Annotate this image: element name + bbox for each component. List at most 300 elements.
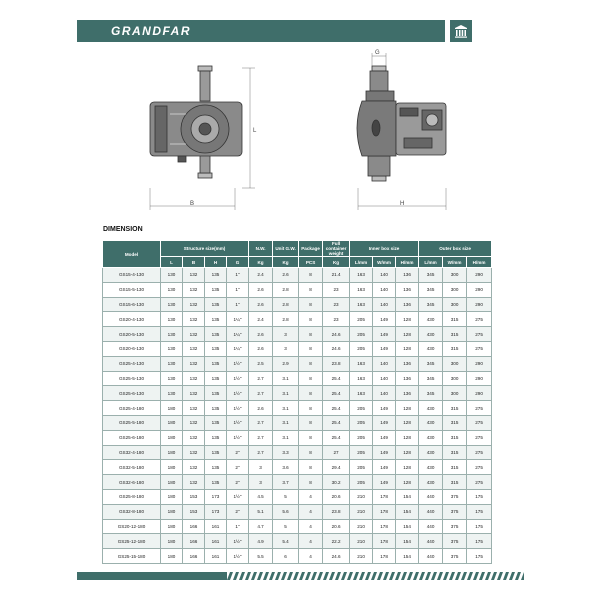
value-cell: 140 (373, 371, 396, 386)
footer-stripe (485, 572, 491, 580)
footer-stripe (239, 572, 245, 580)
value-cell: 128 (396, 445, 419, 460)
value-cell: 149 (373, 430, 396, 445)
value-cell: 136 (396, 356, 419, 371)
value-cell: 315 (443, 312, 467, 327)
value-cell: 4.5 (249, 489, 273, 504)
footer-stripe (413, 572, 419, 580)
value-cell: 275 (467, 430, 492, 445)
value-cell: 1" (227, 282, 249, 297)
value-cell: 20.6 (323, 519, 350, 534)
footer-stripe (383, 572, 389, 580)
value-cell: 132 (183, 415, 205, 430)
value-cell: 315 (443, 430, 467, 445)
value-cell: 8 (299, 415, 323, 430)
value-cell: 3.1 (273, 415, 299, 430)
value-cell: 315 (443, 445, 467, 460)
model-cell: GS25-15-180 (103, 549, 161, 564)
value-cell: 180 (161, 534, 183, 549)
value-cell: 135 (205, 475, 227, 490)
sub-header-cell: PCS (299, 257, 323, 268)
value-cell: 2" (227, 460, 249, 475)
value-cell: 3.6 (273, 460, 299, 475)
value-cell: 2.7 (249, 415, 273, 430)
value-cell: 8 (299, 401, 323, 416)
value-cell: 375 (443, 549, 467, 564)
value-cell: 180 (161, 549, 183, 564)
footer-stripe (467, 572, 473, 580)
value-cell: 24.6 (323, 341, 350, 356)
value-cell: 163 (350, 371, 373, 386)
value-cell: 205 (350, 341, 373, 356)
table-row (103, 386, 492, 401)
value-cell: 161 (205, 549, 227, 564)
value-cell: 128 (396, 415, 419, 430)
value-cell: 149 (373, 415, 396, 430)
value-cell: 130 (161, 312, 183, 327)
value-cell: 8 (299, 460, 323, 475)
value-cell: 132 (183, 356, 205, 371)
footer-stripe (275, 572, 281, 580)
value-cell: 25.4 (323, 415, 350, 430)
value-cell: 130 (161, 356, 183, 371)
footer-stripe (389, 572, 395, 580)
value-cell: 430 (419, 327, 443, 342)
footer-stripe (455, 572, 461, 580)
header-net-weight: N.W. (249, 241, 273, 257)
header-model: Model (103, 241, 161, 268)
dimension-table (102, 240, 492, 564)
value-cell: 8 (299, 297, 323, 312)
value-cell: 20.6 (323, 489, 350, 504)
value-cell: 3 (249, 475, 273, 490)
value-cell: 210 (350, 519, 373, 534)
value-cell: 3.1 (273, 371, 299, 386)
value-cell: 175 (467, 549, 492, 564)
value-cell: 1¼" (227, 312, 249, 327)
model-cell: GS25-4-130 (103, 356, 161, 371)
value-cell: 1" (227, 297, 249, 312)
value-cell: 2.6 (249, 327, 273, 342)
emblem-icon (450, 20, 472, 42)
value-cell: 136 (396, 371, 419, 386)
value-cell: 175 (467, 504, 492, 519)
footer-bar (77, 572, 524, 580)
value-cell: 149 (373, 445, 396, 460)
value-cell: 2.6 (249, 341, 273, 356)
value-cell: 130 (161, 371, 183, 386)
value-cell: 136 (396, 297, 419, 312)
footer-stripe (245, 572, 251, 580)
value-cell: 161 (205, 519, 227, 534)
value-cell: 163 (350, 386, 373, 401)
value-cell: 1¼" (227, 341, 249, 356)
footer-stripe (479, 572, 485, 580)
value-cell: 5.6 (273, 504, 299, 519)
sub-header-cell: B (183, 257, 205, 268)
value-cell: 430 (419, 341, 443, 356)
sub-header-cell: L (161, 257, 183, 268)
value-cell: 1½" (227, 356, 249, 371)
footer-stripe (521, 572, 524, 580)
model-cell: GS25-4-180 (103, 401, 161, 416)
value-cell: 315 (443, 460, 467, 475)
value-cell: 430 (419, 475, 443, 490)
value-cell: 25.4 (323, 386, 350, 401)
value-cell: 29.4 (323, 460, 350, 475)
value-cell: 430 (419, 415, 443, 430)
value-cell: 4.7 (249, 519, 273, 534)
value-cell: 175 (467, 519, 492, 534)
value-cell: 149 (373, 475, 396, 490)
value-cell: 180 (161, 445, 183, 460)
table-row (103, 371, 492, 386)
value-cell: 128 (396, 401, 419, 416)
value-cell: 375 (443, 489, 467, 504)
value-cell: 25.4 (323, 401, 350, 416)
value-cell: 2.8 (273, 282, 299, 297)
value-cell: 130 (161, 386, 183, 401)
value-cell: 2" (227, 445, 249, 460)
value-cell: 128 (396, 312, 419, 327)
sub-header-cell: L/mm (419, 257, 443, 268)
value-cell: 154 (396, 504, 419, 519)
value-cell: 178 (373, 489, 396, 504)
value-cell: 130 (161, 282, 183, 297)
footer-stripe (347, 572, 353, 580)
value-cell: 154 (396, 534, 419, 549)
header-structure-size: Structure size(mm) (161, 241, 249, 257)
footer-stripe (473, 572, 479, 580)
value-cell: 4.9 (249, 534, 273, 549)
value-cell: 135 (205, 297, 227, 312)
table-row (103, 519, 492, 534)
value-cell: 275 (467, 341, 492, 356)
model-cell: GS20-6-130 (103, 341, 161, 356)
value-cell: 8 (299, 430, 323, 445)
value-cell: 154 (396, 489, 419, 504)
table-row (103, 282, 492, 297)
value-cell: 178 (373, 534, 396, 549)
value-cell: 161 (205, 534, 227, 549)
value-cell: 132 (183, 401, 205, 416)
value-cell: 149 (373, 341, 396, 356)
pump-technical-drawings (100, 48, 500, 218)
value-cell: 275 (467, 327, 492, 342)
value-cell: 173 (205, 504, 227, 519)
value-cell: 180 (161, 430, 183, 445)
value-cell: 345 (419, 386, 443, 401)
value-cell: 132 (183, 460, 205, 475)
value-cell: 132 (183, 430, 205, 445)
value-cell: 27 (323, 445, 350, 460)
model-cell: GS32-6-180 (103, 475, 161, 490)
value-cell: 132 (183, 341, 205, 356)
footer-stripe (335, 572, 341, 580)
value-cell: 440 (419, 504, 443, 519)
value-cell: 178 (373, 549, 396, 564)
footer-stripe (317, 572, 323, 580)
value-cell: 290 (467, 356, 492, 371)
value-cell: 2.8 (273, 312, 299, 327)
footer-stripe (299, 572, 305, 580)
sub-header-cell: L/mm (350, 257, 373, 268)
value-cell: 5.5 (249, 549, 273, 564)
value-cell: 8 (299, 445, 323, 460)
value-cell: 205 (350, 475, 373, 490)
value-cell: 132 (183, 268, 205, 283)
brand-logo: GRANDFAR (111, 24, 191, 38)
value-cell: 135 (205, 356, 227, 371)
value-cell: 135 (205, 371, 227, 386)
value-cell: 140 (373, 282, 396, 297)
value-cell: 166 (183, 519, 205, 534)
value-cell: 1½" (227, 489, 249, 504)
value-cell: 5.4 (273, 534, 299, 549)
value-cell: 5 (273, 519, 299, 534)
value-cell: 135 (205, 282, 227, 297)
value-cell: 8 (299, 341, 323, 356)
value-cell: 275 (467, 312, 492, 327)
value-cell: 1" (227, 519, 249, 534)
value-cell: 275 (467, 460, 492, 475)
footer-stripe (443, 572, 449, 580)
value-cell: 1½" (227, 534, 249, 549)
dimension-label-h: H (400, 201, 405, 207)
value-cell: 140 (373, 297, 396, 312)
value-cell: 275 (467, 401, 492, 416)
value-cell: 149 (373, 401, 396, 416)
value-cell: 8 (299, 356, 323, 371)
value-cell: 178 (373, 519, 396, 534)
value-cell: 375 (443, 519, 467, 534)
footer-stripe (269, 572, 275, 580)
value-cell: 21.4 (323, 268, 350, 283)
value-cell: 128 (396, 327, 419, 342)
value-cell: 3 (273, 327, 299, 342)
footer-stripe (425, 572, 431, 580)
footer-stripe (431, 572, 437, 580)
footer-stripe (233, 572, 239, 580)
value-cell: 2.7 (249, 445, 273, 460)
value-cell: 3 (273, 341, 299, 356)
footer-stripe (353, 572, 359, 580)
table-row (103, 356, 492, 371)
value-cell: 23.8 (323, 504, 350, 519)
value-cell: 135 (205, 460, 227, 475)
footer-stripe (323, 572, 329, 580)
value-cell: 3.1 (273, 386, 299, 401)
header-package: Package (299, 241, 323, 257)
value-cell: 166 (183, 534, 205, 549)
value-cell: 290 (467, 386, 492, 401)
value-cell: 3.1 (273, 430, 299, 445)
footer-stripe (491, 572, 497, 580)
value-cell: 180 (161, 475, 183, 490)
model-cell: GS32-4-180 (103, 445, 161, 460)
table-row (103, 504, 492, 519)
value-cell: 2.6 (249, 282, 273, 297)
value-cell: 178 (373, 504, 396, 519)
value-cell: 23 (323, 297, 350, 312)
value-cell: 205 (350, 327, 373, 342)
value-cell: 8 (299, 312, 323, 327)
value-cell: 210 (350, 549, 373, 564)
value-cell: 154 (396, 549, 419, 564)
header-outer-box: Outer box size (419, 241, 492, 257)
value-cell: 135 (205, 445, 227, 460)
value-cell: 3.3 (273, 445, 299, 460)
value-cell: 345 (419, 356, 443, 371)
table-row (103, 268, 492, 283)
value-cell: 430 (419, 445, 443, 460)
footer-stripe (359, 572, 365, 580)
value-cell: 2.7 (249, 371, 273, 386)
value-cell: 180 (161, 415, 183, 430)
footer-stripe (287, 572, 293, 580)
footer-stripe (251, 572, 257, 580)
table-row (103, 430, 492, 445)
value-cell: 210 (350, 489, 373, 504)
value-cell: 8 (299, 371, 323, 386)
value-cell: 140 (373, 268, 396, 283)
section-title: DIMENSION (103, 226, 143, 233)
value-cell: 315 (443, 475, 467, 490)
dimension-label-l: L (253, 128, 257, 134)
pump-front-view (150, 66, 242, 178)
value-cell: 25.4 (323, 430, 350, 445)
value-cell: 2" (227, 475, 249, 490)
value-cell: 430 (419, 401, 443, 416)
value-cell: 440 (419, 549, 443, 564)
value-cell: 2.6 (273, 268, 299, 283)
value-cell: 154 (396, 519, 419, 534)
footer-stripe (461, 572, 467, 580)
value-cell: 136 (396, 268, 419, 283)
value-cell: 128 (396, 430, 419, 445)
footer-stripe (437, 572, 443, 580)
footer-stripe (503, 572, 509, 580)
value-cell: 163 (350, 268, 373, 283)
value-cell: 440 (419, 534, 443, 549)
value-cell: 149 (373, 327, 396, 342)
footer-stripe (509, 572, 515, 580)
value-cell: 1½" (227, 386, 249, 401)
value-cell: 2.6 (249, 401, 273, 416)
value-cell: 300 (443, 371, 467, 386)
footer-stripe (395, 572, 401, 580)
value-cell: 180 (161, 460, 183, 475)
value-cell: 4 (299, 549, 323, 564)
footer-stripe (401, 572, 407, 580)
value-cell: 290 (467, 268, 492, 283)
value-cell: 4 (299, 504, 323, 519)
value-cell: 136 (396, 386, 419, 401)
table-row (103, 341, 492, 356)
value-cell: 210 (350, 534, 373, 549)
value-cell: 30.2 (323, 475, 350, 490)
value-cell: 300 (443, 282, 467, 297)
value-cell: 2.4 (249, 312, 273, 327)
model-cell: GS20-4-130 (103, 312, 161, 327)
value-cell: 149 (373, 312, 396, 327)
value-cell: 210 (350, 504, 373, 519)
value-cell: 135 (205, 415, 227, 430)
value-cell: 5 (273, 489, 299, 504)
value-cell: 205 (350, 430, 373, 445)
sub-header-cell: Kg (323, 257, 350, 268)
header-inner-box: Inner box size (350, 241, 419, 257)
model-cell: GS25-12-180 (103, 534, 161, 549)
table-row (103, 534, 492, 549)
table-row (103, 475, 492, 490)
sub-header-cell: H/mm (467, 257, 492, 268)
model-cell: GS15-5-130 (103, 282, 161, 297)
table-sub-header-row (103, 257, 492, 268)
table-row (103, 489, 492, 504)
value-cell: 130 (161, 327, 183, 342)
value-cell: 8 (299, 282, 323, 297)
value-cell: 140 (373, 386, 396, 401)
value-cell: 1" (227, 268, 249, 283)
table-group-header-row (103, 241, 492, 257)
footer-stripe (407, 572, 413, 580)
model-cell: GS32-5-180 (103, 460, 161, 475)
value-cell: 345 (419, 371, 443, 386)
header-bar (77, 20, 445, 42)
dimension-label-g: G (375, 50, 380, 56)
pump-side-view (357, 66, 446, 181)
footer-stripe (449, 572, 455, 580)
footer-stripe (227, 572, 233, 580)
value-cell: 132 (183, 386, 205, 401)
value-cell: 132 (183, 327, 205, 342)
value-cell: 3 (249, 460, 273, 475)
value-cell: 149 (373, 460, 396, 475)
value-cell: 205 (350, 445, 373, 460)
model-cell: GS25-6-180 (103, 430, 161, 445)
value-cell: 163 (350, 356, 373, 371)
footer-stripe (365, 572, 371, 580)
value-cell: 5.1 (249, 504, 273, 519)
value-cell: 345 (419, 268, 443, 283)
value-cell: 440 (419, 489, 443, 504)
value-cell: 175 (467, 534, 492, 549)
value-cell: 135 (205, 430, 227, 445)
table-row (103, 401, 492, 416)
value-cell: 375 (443, 504, 467, 519)
sub-header-cell: H/mm (396, 257, 419, 268)
value-cell: 1¼" (227, 327, 249, 342)
footer-stripe (371, 572, 377, 580)
value-cell: 2.6 (249, 297, 273, 312)
footer-stripe (377, 572, 383, 580)
value-cell: 2.7 (249, 386, 273, 401)
model-cell: GS25-8-180 (103, 489, 161, 504)
value-cell: 163 (350, 297, 373, 312)
value-cell: 4 (299, 519, 323, 534)
value-cell: 140 (373, 356, 396, 371)
value-cell: 300 (443, 386, 467, 401)
value-cell: 205 (350, 460, 373, 475)
table-row (103, 327, 492, 342)
sub-header-cell: H (205, 257, 227, 268)
footer-stripe (419, 572, 425, 580)
value-cell: 23.8 (323, 356, 350, 371)
value-cell: 135 (205, 401, 227, 416)
footer-stripe (329, 572, 335, 580)
table-row (103, 415, 492, 430)
